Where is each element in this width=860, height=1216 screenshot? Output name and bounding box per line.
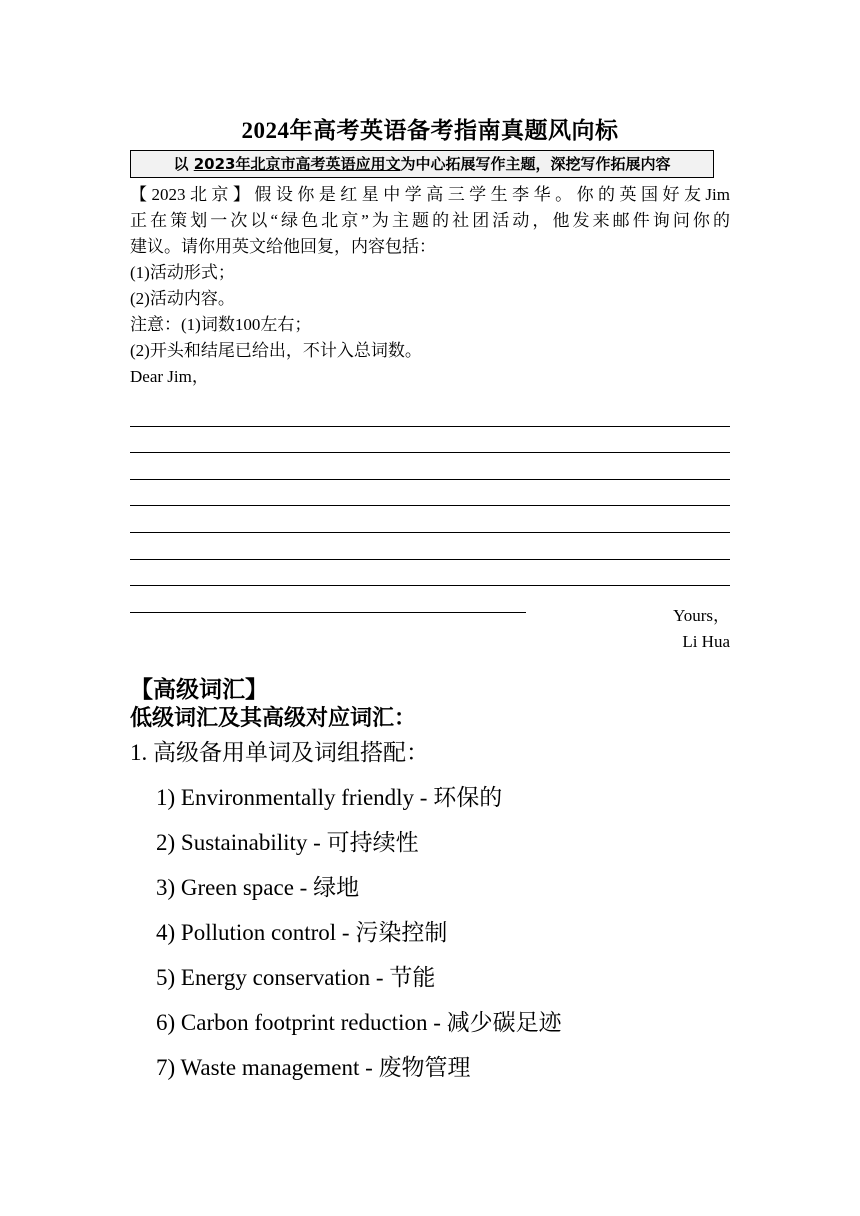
vocab-subheading: 低级词汇及其高级对应词汇： [130, 706, 417, 731]
subtitle-banner [130, 150, 714, 178]
prompt-item-1: (1)活动形式； [130, 263, 235, 282]
prompt-item-2: (2)活动内容。 [130, 289, 235, 308]
vocab-item: 7) Waste management - 废物管理 [156, 1055, 471, 1080]
letter-closing [673, 603, 730, 655]
page-title: 2024年高考英语备考指南真题风向标 [241, 118, 619, 143]
letter-greeting: Dear Jim， [130, 367, 209, 386]
answer-line [130, 427, 730, 454]
vocab-section-1: 1. 高级备用单词及词组搭配： [130, 740, 429, 765]
answer-line [130, 586, 526, 613]
answer-line [130, 453, 730, 480]
closing-signature: Li Hua [682, 632, 730, 651]
answer-lines [130, 400, 730, 613]
subtitle-underlined: 2023年北京市高考英语应用文 [193, 155, 401, 173]
answer-line [130, 400, 730, 427]
prompt-note-1: 注意：(1)词数100左右； [130, 315, 312, 334]
vocab-item: 2) Sustainability - 可持续性 [156, 830, 419, 855]
subtitle-prefix: 以 [173, 155, 194, 173]
prompt-line-2: 正在策划一次以“绿色北京”为主题的社团活动，他发来邮件询问你的 [130, 211, 730, 230]
vocab-item: 4) Pollution control - 污染控制 [156, 920, 448, 945]
answer-line [130, 560, 730, 587]
writing-prompt [130, 182, 730, 390]
vocab-heading: 【高级词汇】 [130, 677, 268, 703]
vocab-item: 6) Carbon footprint reduction - 减少碳足迹 [156, 1010, 562, 1035]
vocab-item: 3) Green space - 绿地 [156, 875, 360, 900]
subtitle-suffix: 为中心拓展写作主题，深挖写作拓展内容 [400, 155, 671, 173]
answer-line [130, 533, 730, 560]
prompt-line-3: 建议。请你用英文给他回复，内容包括： [130, 237, 436, 256]
prompt-note-2: (2)开头和结尾已给出，不计入总词数。 [130, 341, 422, 360]
vocab-item: 1) Environmentally friendly - 环保的 [156, 785, 503, 810]
closing-yours: Yours， [673, 606, 730, 625]
vocab-item: 5) Energy conservation - 节能 [156, 965, 436, 990]
answer-line [130, 506, 730, 533]
vocab-list [156, 783, 562, 1098]
answer-line [130, 480, 730, 507]
prompt-line-1: 【2023北京】假设你是红星中学高三学生李华。你的英国好友Jim [130, 185, 730, 204]
